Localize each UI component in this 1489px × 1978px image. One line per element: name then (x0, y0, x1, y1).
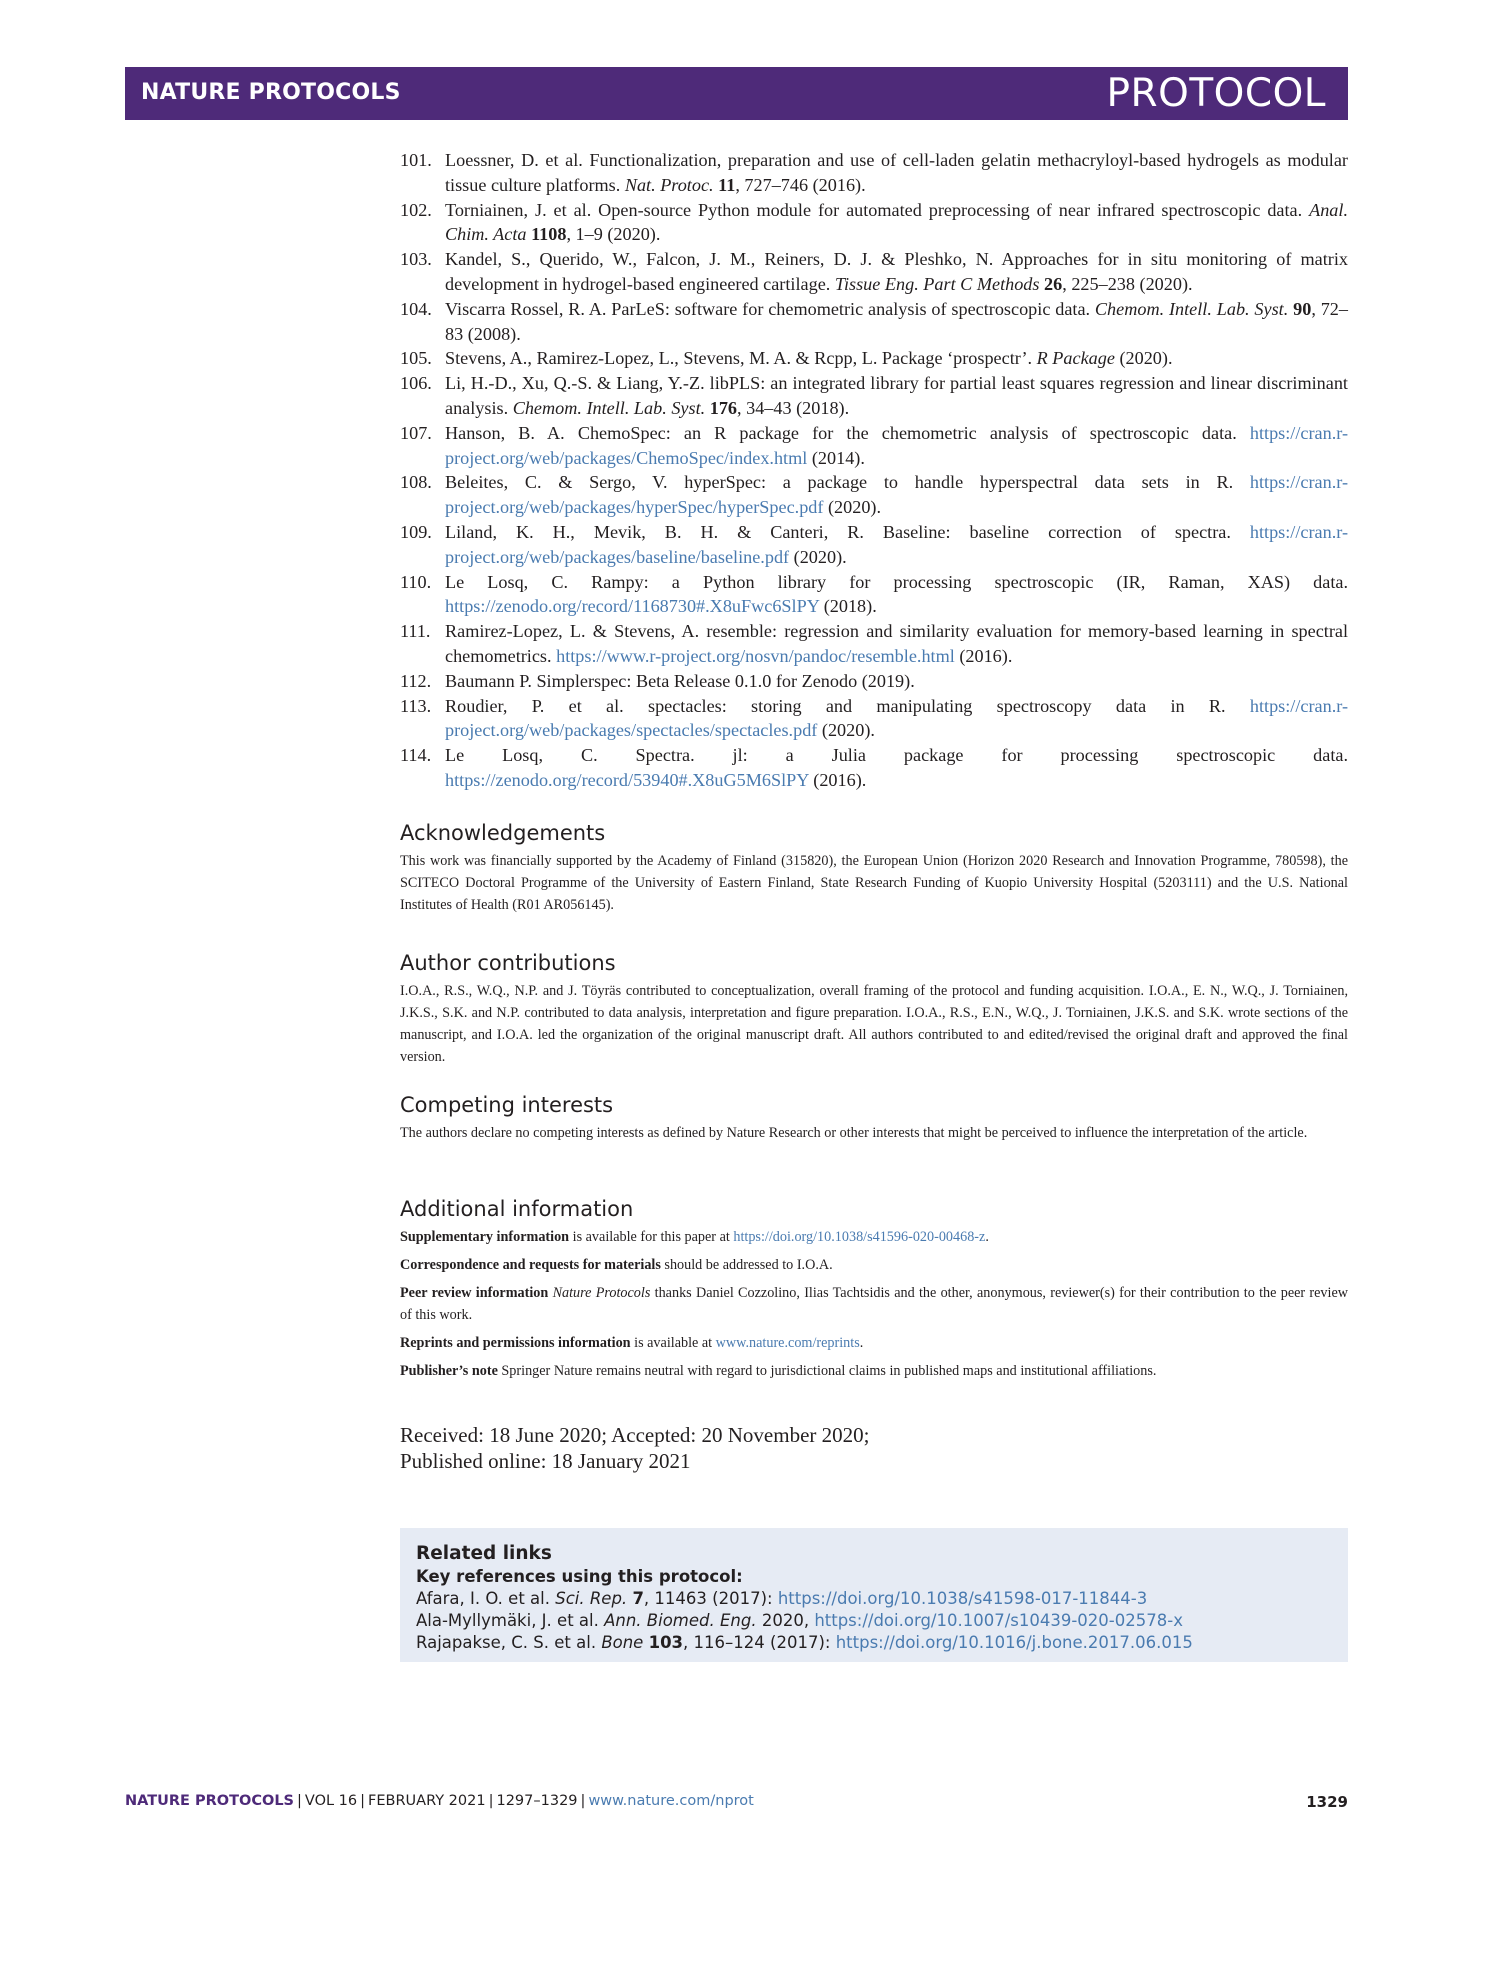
reference-link[interactable]: https://cran.r-project.org/web/packages/spectacles/spectacles.pdf (445, 695, 1348, 741)
reference-fragment: (2020). (817, 720, 875, 741)
reference-fragment: Anal. Chim. Acta (445, 199, 1348, 245)
related-doi-link[interactable]: https://doi.org/10.1038/s41598-017-11844-3 (777, 1589, 1148, 1608)
reference-number: 103. (400, 249, 432, 270)
publisher-note (400, 1360, 1348, 1382)
competing-interests-body: The authors declare no competing interests as defined by Nature Research or other interests that might be perceived to influence the interpretation of the article. (400, 1125, 1308, 1141)
related-links-title: Related links (416, 1543, 552, 1564)
reference-fragment: (2020). (789, 546, 847, 567)
corr-label: Correspondence and requests for materials (400, 1257, 661, 1273)
reference-fragment: Hanson, B. A. ChemoSpec: an R package for the chemometric analysis of spectroscopic data. (445, 422, 1250, 443)
publisher-text: Springer Nature remains neutral with regard to jurisdictional claims in published maps and institutional affiliations. (497, 1363, 1157, 1379)
related-authors: Rajapakse, C. S. et al. (416, 1633, 602, 1652)
reference-item (400, 743, 1348, 793)
reference-fragment: Stevens, A., Ramirez-Lopez, L., Stevens, M. A. & Rcpp, L. Package ‘prospectr’. (445, 348, 1037, 369)
reference-number: 104. (400, 298, 432, 319)
peer-text: thanks Daniel Cozzolino, Ilias Tachtsidis and the other, anonymous, reviewer(s) for their contribution to the peer review of this work. (400, 1285, 1349, 1323)
related-authors: Ala-Myllymäki, J. et al. (416, 1611, 605, 1630)
footer-separator: | (488, 1793, 494, 1809)
acknowledgements-heading: Acknowledgements (400, 821, 606, 845)
related-citation: 2020, (756, 1611, 815, 1630)
reference-item (400, 694, 1348, 744)
reference-item (400, 470, 1348, 520)
reference-fragment: 26 (1044, 273, 1063, 294)
reference-item (400, 371, 1348, 421)
corr-text: should be addressed to I.O.A. (660, 1257, 833, 1273)
reference-text (445, 570, 1348, 620)
reference-number: 105. (400, 348, 432, 369)
reference-link[interactable]: https://cran.r-project.org/web/packages/baseline/baseline.pdf (445, 521, 1348, 567)
related-doi-link[interactable]: https://doi.org/10.1007/s10439-020-02578-x (814, 1611, 1183, 1630)
related-journal: Sci. Rep. (555, 1589, 628, 1608)
acknowledgements-section (400, 820, 1348, 916)
reference-text (445, 371, 1348, 421)
author-contributions-section (400, 950, 1348, 1068)
reference-fragment: 1108 (531, 224, 567, 245)
footer-url[interactable]: www.nature.com/nprot (588, 1793, 754, 1809)
reference-fragment: (2020). (823, 497, 882, 518)
reference-fragment: R Package (1036, 348, 1115, 369)
related-link-item (416, 1632, 1332, 1654)
reprints-label: Reprints and permissions information (400, 1335, 631, 1351)
reference-item (400, 346, 1348, 371)
page-footer (125, 1793, 1348, 1809)
reference-text (445, 421, 1348, 471)
reference-fragment: 90 (1293, 298, 1312, 319)
related-volume: 103 (648, 1633, 684, 1652)
reference-text (445, 470, 1348, 520)
reference-link[interactable]: https://cran.r-project.org/web/packages/ChemoSpec/index.html (445, 422, 1348, 468)
reference-fragment: Kandel, S., Querido, W., Falcon, J. M., Reiners, D. J. & Pleshko, N. Approaches for in situ monitoring of matrix development in hydrogel-based engineered cartilage. (445, 249, 1348, 294)
reference-fragment: Liland, K. H., Mevik, B. H. & Canteri, R. Baseline: baseline correction of spectra. (445, 521, 1250, 542)
reference-link[interactable]: https://www.r-project.org/nosvn/pandoc/resemble.html (556, 645, 955, 666)
reprints-link[interactable]: www.nature.com/reprints (715, 1335, 860, 1351)
reprints-end: . (859, 1335, 864, 1351)
page-number: 1329 (1306, 1793, 1348, 1811)
reference-fragment: Loessner, D. et al. Functionalization, preparation and use of cell-laden gelatin methacryloyl-based hydrogels as modular tissue culture platforms. (445, 150, 1348, 195)
publisher-label: Publisher’s note (400, 1363, 498, 1379)
reference-link[interactable]: https://zenodo.org/record/1168730#.X8uFwc6SlPY (445, 596, 820, 617)
reference-text (445, 247, 1348, 297)
reference-item (400, 198, 1348, 248)
footer-separator: | (297, 1793, 302, 1809)
reference-text (445, 148, 1348, 198)
footer-pages: 1297–1329 (496, 1793, 578, 1809)
reference-number: 102. (400, 199, 432, 220)
reference-fragment: Nat. Protoc. (624, 174, 714, 195)
related-citation: , 116–124 (2017): (683, 1633, 836, 1652)
reference-number: 111. (400, 621, 431, 642)
reference-number: 110. (400, 571, 432, 592)
supp-end: . (985, 1229, 989, 1245)
reference-fragment: Torniainen, J. et al. Open-source Python module for automated preprocessing of near infrared spectroscopic data. (445, 199, 1310, 220)
related-links-box (400, 1528, 1348, 1662)
reference-text (445, 346, 1348, 371)
reference-number: 101. (400, 150, 432, 170)
reference-item (400, 247, 1348, 297)
peer-journal: Nature Protocols (552, 1285, 651, 1301)
footer-separator: | (580, 1793, 586, 1809)
correspondence-info (400, 1254, 1348, 1276)
reference-text (445, 619, 1348, 669)
competing-interests-section (400, 1092, 1348, 1144)
reference-fragment: Viscarra Rossel, R. A. ParLeS: software for chemometric analysis of spectroscopic data. (445, 298, 1095, 319)
related-links-subtitle: Key references using this protocol: (416, 1567, 743, 1586)
reference-number: 108. (400, 472, 432, 493)
reference-number: 107. (400, 422, 432, 443)
reference-fragment: (2020). (1114, 348, 1173, 369)
reference-fragment: , 72–83 (2008). (445, 298, 1348, 344)
supplementary-link[interactable]: https://doi.org/10.1038/s41596-020-00468-z (733, 1229, 986, 1245)
related-volume: 7 (632, 1589, 644, 1608)
reference-item (400, 297, 1348, 347)
published-online-date: Published online: 18 January 2021 (400, 1449, 691, 1473)
reference-fragment: Chemom. Intell. Lab. Syst. (1094, 298, 1289, 319)
reference-number: 114. (400, 745, 432, 766)
reference-item (400, 520, 1348, 570)
related-link-item (416, 1588, 1332, 1610)
reference-text (445, 520, 1348, 570)
reprints-info (400, 1332, 1348, 1354)
reference-number: 112. (400, 670, 432, 691)
peer-label: Peer review information (400, 1285, 549, 1301)
reference-item (400, 619, 1348, 669)
footer-journal: NATURE PROTOCOLS (125, 1793, 295, 1809)
journal-name: NATURE PROTOCOLS (141, 80, 401, 105)
reference-link[interactable]: https://zenodo.org/record/53940#.X8uG5M6SlPY (445, 769, 809, 790)
reference-fragment: , 727–746 (2016). (735, 174, 866, 195)
reference-fragment: Baumann P. Simplerspec: Beta Release 0.1.0 for Zenodo (2019). (445, 670, 915, 691)
related-journal: Ann. Biomed. Eng. (604, 1611, 757, 1630)
related-citation: , 11463 (2017): (643, 1589, 778, 1608)
reference-fragment: (2016). (954, 645, 1013, 666)
reference-fragment: Chemom. Intell. Lab. Syst. (512, 397, 706, 418)
related-link-item (416, 1610, 1332, 1632)
reference-number: 106. (400, 373, 432, 394)
supp-label: Supplementary information (400, 1229, 570, 1245)
footer-separator: | (360, 1793, 366, 1809)
footer-volume: VOL 16 (304, 1793, 358, 1809)
reference-item (400, 570, 1348, 620)
competing-interests-heading: Competing interests (400, 1093, 614, 1117)
reference-fragment: Le Losq, C. Rampy: a Python library for processing spectroscopic (IR, Raman, XAS) data. (445, 571, 1348, 592)
reference-text (445, 669, 1348, 694)
reference-fragment: Beleites, C. & Sergo, V. hyperSpec: a package to handle hyperspectral data sets in R. (445, 472, 1250, 493)
additional-information-heading: Additional information (400, 1197, 634, 1221)
reference-item (400, 669, 1348, 694)
reference-fragment: (2014). (807, 447, 865, 468)
header-bar (125, 67, 1348, 120)
supplementary-info (400, 1226, 1348, 1248)
reference-fragment: Le Losq, C. Spectra. jl: a Julia package for processing spectroscopic data. (445, 745, 1348, 766)
author-contributions-body: I.O.A., R.S., W.Q., N.P. and J. Töyräs contributed to conceptualization, overall framing of the protocol and funding acquisition. I.O.A., E. N., W.Q., J. Torniainen, J.K.S., S.K. and N.P. contributed to data analysis, interpretation and figure preparation. I.O.A., R.S., E.N., W.Q., J. Torniainen, J.K.S. and S.K. wrote sections of the manuscript, and I.O.A. led the organization of the original manuscript draft. All authors contributed to and edited/revised the original draft and approved the final version. (400, 983, 1348, 1065)
peer-review-info (400, 1282, 1348, 1326)
reference-fragment: Roudier, P. et al. spectacles: storing and manipulating spectroscopy data in R. (445, 695, 1250, 716)
reference-fragment: Tissue Eng. Part C Methods (834, 273, 1040, 294)
related-journal: Bone (601, 1633, 644, 1652)
reference-fragment: 176 (709, 397, 738, 418)
article-type: PROTOCOL (1106, 71, 1326, 116)
reference-text (445, 694, 1348, 744)
reference-fragment: , 1–9 (2020). (566, 224, 661, 245)
publication-dates (400, 1422, 869, 1474)
additional-information-section (400, 1196, 1348, 1388)
reference-fragment: , 225–238 (2020). (1062, 273, 1193, 294)
related-authors: Afara, I. O. et al. (416, 1589, 556, 1608)
reference-fragment: 11 (718, 174, 736, 195)
related-doi-link[interactable]: https://doi.org/10.1016/j.bone.2017.06.015 (835, 1633, 1193, 1652)
reference-fragment: (2018). (819, 596, 877, 617)
reference-fragment: , 34–43 (2018). (737, 397, 850, 418)
footer-date: FEBRUARY 2021 (368, 1793, 486, 1809)
received-accepted-dates: Received: 18 June 2020; Accepted: 20 November 2020; (400, 1423, 870, 1447)
reference-text (445, 743, 1348, 793)
reference-number: 113. (400, 695, 432, 716)
reference-number: 109. (400, 521, 432, 542)
supp-text: is available for this paper at (569, 1229, 734, 1245)
reference-text (445, 297, 1348, 347)
reference-list (400, 148, 1348, 793)
reference-fragment: Li, H.-D., Xu, Q.-S. & Liang, Y.-Z. libPLS: an integrated library for partial least squares regression and linear discriminant analysis. (445, 373, 1348, 418)
reference-fragment: (2016). (808, 769, 867, 790)
reference-item (400, 148, 1348, 198)
reference-text (445, 198, 1348, 248)
reference-fragment: Ramirez-Lopez, L. & Stevens, A. resemble: regression and similarity evaluation for memory-based learning in spectral chemometrics. (445, 621, 1348, 666)
author-contributions-heading: Author contributions (400, 951, 616, 975)
reference-link[interactable]: https://cran.r-project.org/web/packages/hyperSpec/hyperSpec.pdf (445, 472, 1348, 518)
acknowledgements-body: This work was financially supported by the Academy of Finland (315820), the European Union (Horizon 2020 Research and Innovation Programme, 780598), the SCITECO Doctoral Programme of the University of Eastern Finland, State Research Funding of Kuopio University Hospital (5203111) and the U.S. National Institutes of Health (R01 AR056145). (400, 853, 1348, 913)
reference-item (400, 421, 1348, 471)
reprints-text: is available at (630, 1335, 716, 1351)
